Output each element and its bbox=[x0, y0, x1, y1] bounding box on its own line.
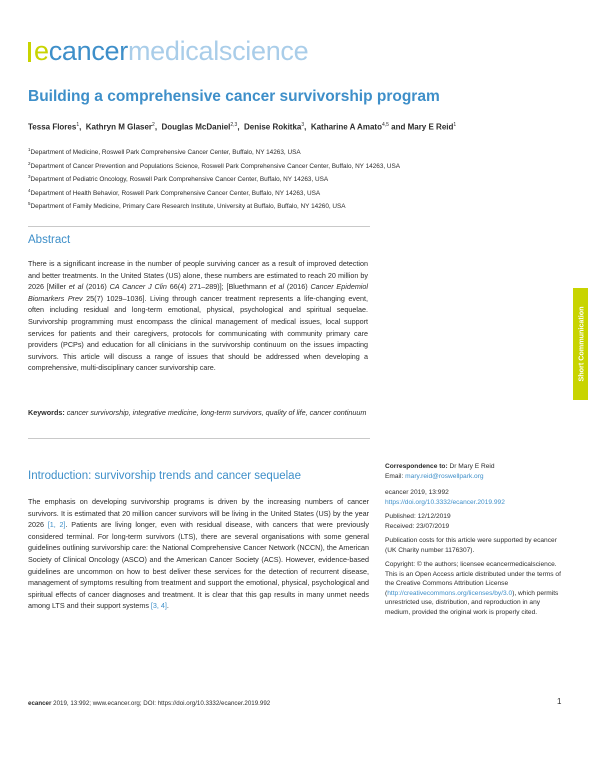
license-link[interactable]: http://creativecommons.org/licenses/by/3.0 bbox=[387, 589, 513, 597]
affiliation-text: Department of Medicine, Roswell Park Comprehensive Cancer Center, Buffalo, NY 14263, USA bbox=[30, 149, 301, 157]
footer-volume: 2019, 13 bbox=[53, 700, 78, 707]
received-date: Received: 23/07/2019 bbox=[385, 522, 450, 530]
email-label: Email: bbox=[385, 472, 404, 480]
journal-logo bbox=[28, 36, 308, 67]
abstract-et-al: et al bbox=[68, 282, 84, 292]
footer-journal: ecancer bbox=[28, 700, 52, 707]
abstract-text: (2016) bbox=[284, 282, 311, 292]
abstract-text: 66(4) 271–289)]; [Bluethmann bbox=[166, 282, 270, 292]
abstract-text: (2016) bbox=[83, 282, 110, 292]
publication-costs: Publication costs for this article were supported by ecancer (UK Charity number 1176307). bbox=[385, 537, 557, 554]
affiliation-number: 4 bbox=[28, 187, 31, 193]
intro-text: . Patients are living longer, even with residual disease, with cancers that were previously considered terminal. For long-term survivors (LTS), there are several organisations with some general guidelines outlining survivorship care: the National Comprehensive Cancer Network (NCCN), the American Society of Clinical Oncology (ASCO) and the American Cancer Society (ACS). However, evidence-based guidelines are uncommon on how to best deliver these services for the detection of recurrent disease, management of symptoms resulting from treatment and support the emotional, physical, psychological and spiritual effects of cancer diagnoses and treatment. It is clear that this gap results in many unmet needs among LTS and their support systems bbox=[28, 520, 369, 611]
article-type-label: Short Communication bbox=[576, 306, 585, 382]
abstract-top-divider bbox=[28, 226, 370, 227]
copyright-text: ), which permits unrestricted use, distribution, and reproduction in any medium, provided the original work is properly cited. bbox=[385, 589, 559, 616]
citation-link[interactable]: [3, 4] bbox=[150, 601, 167, 611]
affiliation-number: 1 bbox=[28, 147, 31, 152]
abstract-journal-name: Cancer Epidemiol Biomarkers Prev bbox=[28, 282, 368, 303]
affiliation-text: Department of Family Medicine, Primary Care Research Institute, University at Buffalo, Buffalo, NY 14260, USA bbox=[30, 203, 346, 211]
correspondence-name: Dr Mary E Reid bbox=[449, 463, 495, 470]
abstract-journal-name: CA Cancer J Clin bbox=[109, 282, 167, 292]
affiliation-item bbox=[28, 199, 400, 213]
correspondence bbox=[385, 462, 563, 481]
citation-info bbox=[385, 488, 563, 507]
affiliation-item bbox=[28, 159, 400, 173]
email-line bbox=[385, 472, 563, 482]
author-affiliation-mark: 1 bbox=[76, 122, 80, 128]
article-title: Building a comprehensive cancer survivorship program bbox=[28, 88, 440, 105]
logo-medicalscience: medicalscience bbox=[127, 36, 309, 66]
abstract-et-al: et al bbox=[269, 282, 285, 292]
affiliation-item bbox=[28, 145, 400, 159]
author-affiliation-mark: 3 bbox=[301, 122, 305, 128]
abstract-heading: Abstract bbox=[28, 234, 71, 246]
author-name: Douglas McDaniel bbox=[161, 122, 231, 132]
intro-heading: Introduction: survivorship trends and cancer sequelae bbox=[28, 470, 301, 482]
affiliation-item bbox=[28, 186, 400, 200]
author-list: Tessa Flores$^1$, Kathryn M Glaser$^2$, Douglas McDaniel$^{2,3}$, Denise Rokitka$^3$, Katharine A Amato$^{4,5}$ and Mary E Reid$^1$ bbox=[28, 122, 457, 132]
intro-text: . bbox=[166, 601, 169, 611]
affiliation-number: 3 bbox=[28, 174, 31, 180]
logo-cancer: cancer bbox=[48, 36, 128, 66]
correspondence-line bbox=[385, 462, 563, 472]
copyright bbox=[385, 560, 561, 617]
affiliation-list bbox=[28, 145, 400, 213]
published-date: Published: 12/12/2019 bbox=[385, 513, 451, 520]
doi-link[interactable]: https://doi.org/10.3332/ecancer.2019.992 bbox=[385, 498, 505, 506]
author-affiliation-mark: 1 bbox=[453, 122, 457, 128]
author-name: Kathryn M Glaser bbox=[85, 122, 153, 132]
logo-e: e bbox=[34, 36, 49, 66]
affiliation-number: 2 bbox=[28, 160, 31, 166]
author-affiliation-mark: 2,3 bbox=[230, 122, 238, 128]
intro-text: The emphasis on developing survivorship programs is driven by the increasing numbers of cancer survivors. It is estimated that 20 million cancer survivors will be living in the United States (US) by the year 2026 bbox=[28, 497, 369, 530]
affiliation-number: 5 bbox=[28, 201, 31, 207]
author-affiliation-mark: 4,5 bbox=[381, 122, 389, 128]
author-name: Denise Rokitka bbox=[244, 122, 302, 132]
affiliation-text: Department of Pediatric Oncology, Roswell Park Comprehensive Cancer Center, Buffalo, NY 14263, USA bbox=[30, 176, 329, 184]
correspondence-label: Correspondence to: bbox=[385, 463, 448, 470]
dates bbox=[385, 512, 563, 531]
citation-link[interactable]: [1, 2] bbox=[47, 520, 66, 530]
footer-doi: :992; www.ecancer.org; DOI: https://doi.org/10.3332/ecancer.2019.992 bbox=[77, 700, 271, 707]
abstract-body bbox=[28, 258, 368, 374]
abstract-bottom-divider bbox=[28, 438, 370, 439]
affiliation-text: Department of Cancer Prevention and Populations Science, Roswell Park Comprehensive Cancer Center, Buffalo, NY 14263, USA bbox=[30, 162, 401, 170]
keywords bbox=[28, 407, 368, 419]
author-name: Katharine A Amato bbox=[310, 122, 382, 132]
citation-text: ecancer 2019, 13:992 bbox=[385, 489, 449, 496]
keywords-list: cancer survivorship, integrative medicine, long-term survivors, quality of life, cancer continuum bbox=[66, 408, 367, 417]
affiliation-text: Department of Health Behavior, Roswell Park Comprehensive Cancer Center, Buffalo, NY 14263, USA bbox=[30, 189, 321, 197]
author-name: Tessa Flores bbox=[28, 122, 77, 132]
article-type-tab bbox=[573, 288, 588, 400]
abstract-text: 25(7) 1029–1036]. Living through cancer treatment represents a life-changing event, often including residual and long-term emotional, physical, psychological and spiritual sequelae. Survivorship programming must encompass the clinical management of medical issues, local support services for patients and their caregivers, protocols for communicating with community primary care providers (PCPs) and education for all clinicians in the survivorship continuum on the issues impacting survivors. This article will discuss a range of issues that should be addressed when developing a comprehensive, multi-disciplinary cancer survivorship care. bbox=[28, 293, 368, 373]
page-footer bbox=[28, 700, 270, 707]
page-number: 1 bbox=[557, 697, 562, 706]
author-name: Mary E Reid bbox=[407, 122, 454, 132]
logo-bar-mark bbox=[28, 42, 31, 62]
email-link[interactable]: mary.reid@roswellpark.org bbox=[405, 472, 484, 480]
intro-body bbox=[28, 496, 369, 612]
keywords-label: Keywords: bbox=[28, 408, 65, 417]
author-affiliation-mark: 2 bbox=[152, 122, 155, 128]
affiliation-item bbox=[28, 172, 400, 186]
abstract-text: There is a significant increase in the number of people surviving cancer as a result of improved detection and better treatments. In the United States (US) alone, these numbers are estimated to reach 20 million by 2026 [Miller bbox=[28, 259, 368, 292]
copyright-text: Copyright: © the authors; licensee ecancermedicalscience. This is an Open Access article distributed under the terms of the Creative Commons Attribution License ( bbox=[385, 561, 561, 597]
